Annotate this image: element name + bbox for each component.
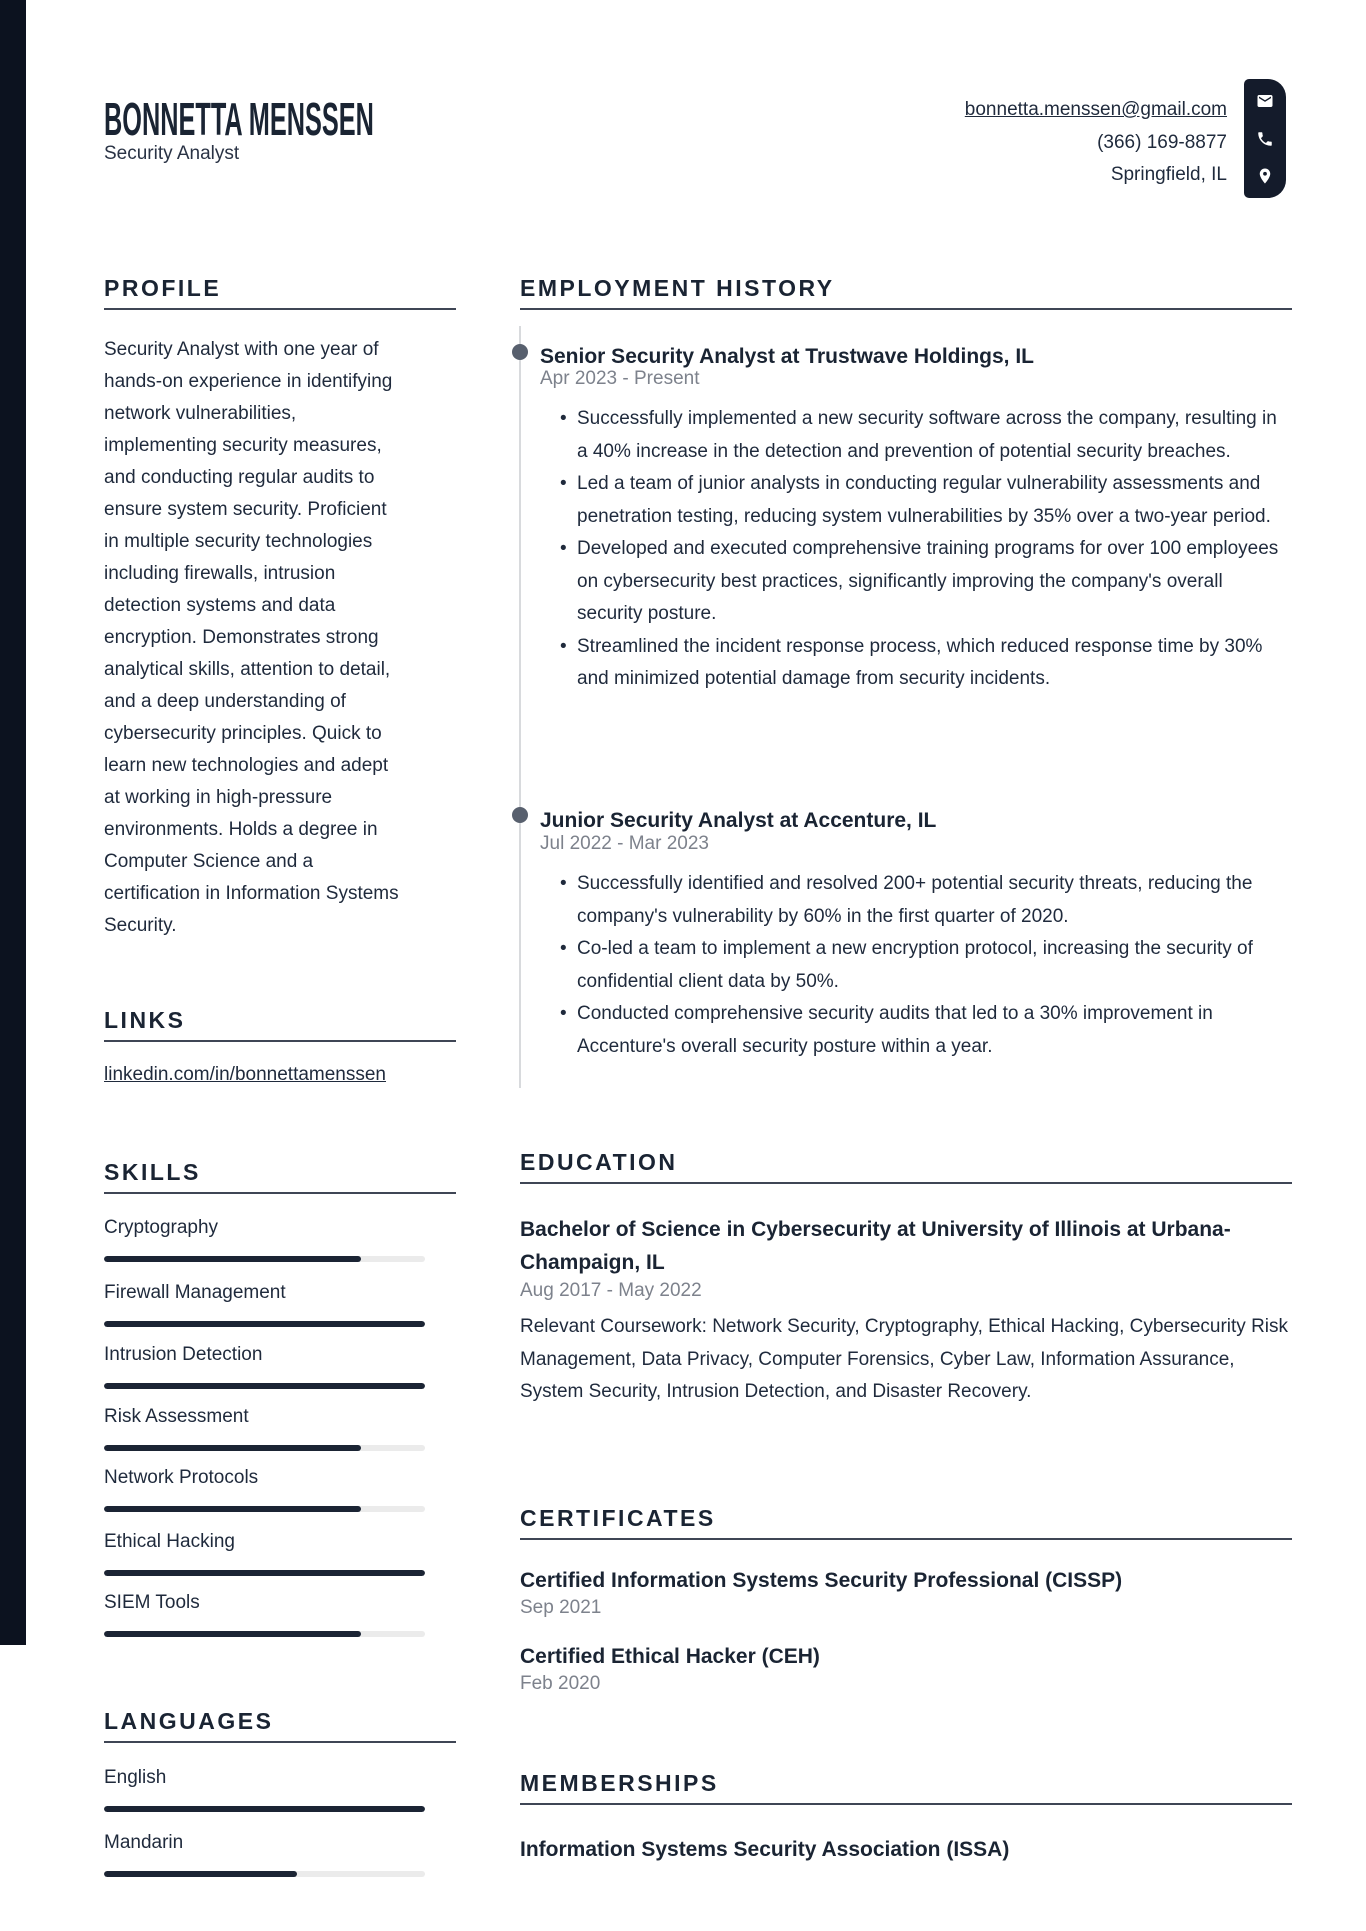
job-bullet-list	[540, 868, 1292, 1063]
contact-block	[965, 94, 1227, 192]
skill-bar-fill	[104, 1383, 425, 1389]
certificate-date: Feb 2020	[520, 1673, 601, 1694]
skill-bar	[104, 1383, 425, 1389]
contact-email	[965, 94, 1227, 127]
skill-item	[104, 1218, 425, 1262]
timeline-dot	[512, 807, 528, 823]
certificate-date: Sep 2021	[520, 1597, 602, 1618]
language-bar	[104, 1806, 425, 1812]
skill-bar	[104, 1570, 425, 1576]
certificate-name: Certified Ethical Hacker (CEH)	[520, 1645, 820, 1668]
envelope-icon	[1256, 92, 1274, 110]
languages-heading: LANGUAGES	[104, 1709, 456, 1743]
linkedin-link[interactable]: linkedin.com/in/bonnettamenssen	[104, 1064, 387, 1085]
contact-phone: (366) 169-8877	[1097, 131, 1227, 153]
skill-item	[104, 1345, 425, 1389]
contact-icon-badge	[1244, 79, 1286, 198]
section-education	[520, 1150, 1292, 1184]
language-item	[104, 1833, 425, 1877]
skill-bar-fill	[104, 1256, 361, 1262]
section-languages	[104, 1709, 456, 1743]
section-employment	[520, 276, 1292, 310]
skill-label: Network Protocols	[104, 1467, 259, 1488]
membership-name: Information Systems Security Association (ISSA)	[520, 1838, 1010, 1861]
skill-label: Cryptography	[104, 1217, 219, 1238]
timeline-line	[519, 326, 521, 1088]
job-title: Senior Security Analyst at Trustwave Holdings, IL	[540, 345, 1035, 368]
employment-heading: EMPLOYMENT HISTORY	[520, 276, 1292, 310]
skill-item	[104, 1593, 425, 1637]
job-bullet: • Streamlined the incident response process, which reduced response time by 30% and minimized potential damage from security incidents.	[540, 631, 1292, 696]
person-job-title: Security Analyst	[104, 143, 240, 164]
skill-bar-fill	[104, 1445, 361, 1451]
skill-bar	[104, 1321, 425, 1327]
timeline-dot	[512, 344, 528, 360]
links-heading: LINKS	[104, 1008, 456, 1042]
contact-location: Springfield, IL	[1110, 164, 1227, 185]
education-dates: Aug 2017 - May 2022	[520, 1280, 702, 1301]
skills-heading: SKILLS	[104, 1160, 456, 1194]
skill-label: Risk Assessment	[104, 1406, 249, 1427]
profile-heading: PROFILE	[104, 276, 456, 310]
email-link[interactable]: bonnetta.menssen@gmail.com	[964, 99, 1227, 120]
skill-bar	[104, 1256, 425, 1262]
person-name: BONNETTA MENSSEN	[104, 93, 374, 145]
skill-bar-fill	[104, 1631, 361, 1637]
skill-label: Ethical Hacking	[104, 1531, 235, 1552]
section-profile	[104, 276, 456, 310]
skill-bar	[104, 1506, 425, 1512]
profile-summary: Security Analyst with one year of hands-on experience in identifying network vulnerabilities, implementing security measures, and conducting regular audits to ensure system security. Proficient in multiple security technologies including firewalls, intrusion detection systems and data encryption. Demonstrates strong analytical skills, attention to detail, and a deep understanding of cybersecurity principles. Quick to learn new technologies and adept at working in high-pressure environments. Holds a degree in Computer Science and a certification in Information Systems Security.	[104, 339, 399, 936]
certificates-heading: CERTIFICATES	[520, 1506, 1292, 1540]
job-title: Junior Security Analyst at Accenture, IL	[540, 809, 937, 832]
skill-bar	[104, 1631, 425, 1637]
degree-title: Bachelor of Science in Cybersecurity at University of Illinois at Urbana-Champaign, IL	[520, 1218, 1231, 1274]
section-memberships	[520, 1771, 1292, 1805]
language-bar	[104, 1871, 425, 1877]
language-bar-fill	[104, 1871, 297, 1877]
list-item	[104, 1064, 386, 1086]
section-links	[104, 1008, 456, 1042]
language-bar-fill	[104, 1806, 425, 1812]
skill-bar-fill	[104, 1570, 425, 1576]
phone-icon	[1256, 130, 1274, 148]
job-bullet: • Co-led a team to implement a new encryption protocol, increasing the security of confidential client data by 50%.	[540, 933, 1292, 998]
skill-bar	[104, 1445, 425, 1451]
skill-label: Intrusion Detection	[104, 1344, 263, 1365]
skill-item	[104, 1283, 425, 1327]
skill-bar-fill	[104, 1321, 425, 1327]
job-bullet: • Developed and executed comprehensive training programs for over 100 employees on cybersecurity best practices, significantly improving the company's overall security posture.	[540, 533, 1292, 631]
job-bullet: • Led a team of junior analysts in conducting regular vulnerability assessments and penetration testing, reducing system vulnerabilities by 35% over a two-year period.	[540, 468, 1292, 533]
skill-label: SIEM Tools	[104, 1592, 200, 1613]
job-bullet: • Successfully implemented a new security software across the company, resulting in a 40% increase in the detection and prevention of potential security breaches.	[540, 403, 1292, 468]
section-certificates	[520, 1506, 1292, 1540]
job-bullet-list	[540, 403, 1292, 696]
language-label: English	[104, 1767, 167, 1788]
skill-item	[104, 1407, 425, 1451]
language-item	[104, 1768, 425, 1812]
skill-label: Firewall Management	[104, 1282, 286, 1303]
location-pin-icon	[1256, 167, 1274, 185]
job-dates: Apr 2023 - Present	[540, 368, 700, 389]
skill-bar-fill	[104, 1506, 361, 1512]
language-label: Mandarin	[104, 1832, 184, 1853]
skill-item	[104, 1468, 425, 1512]
left-accent-strip	[0, 0, 26, 1645]
education-description: Relevant Coursework: Network Security, Cryptography, Ethical Hacking, Cybersecurity Risk Management, Data Privacy, Computer Forensics, Cyber Law, Information Assurance, System Security, Intrusion Detection, and Disaster Recovery.	[520, 1316, 1289, 1402]
memberships-heading: MEMBERSHIPS	[520, 1771, 1292, 1805]
education-heading: EDUCATION	[520, 1150, 1292, 1184]
job-bullet: • Conducted comprehensive security audits that led to a 30% improvement in Accenture's overall security posture within a year.	[540, 998, 1292, 1063]
section-skills	[104, 1160, 456, 1194]
job-bullet: • Successfully identified and resolved 200+ potential security threats, reducing the company's vulnerability by 60% in the first quarter of 2020.	[540, 868, 1292, 933]
skill-item	[104, 1532, 425, 1576]
certificate-name: Certified Information Systems Security Professional (CISSP)	[520, 1569, 1123, 1592]
job-dates: Jul 2022 - Mar 2023	[540, 833, 709, 854]
